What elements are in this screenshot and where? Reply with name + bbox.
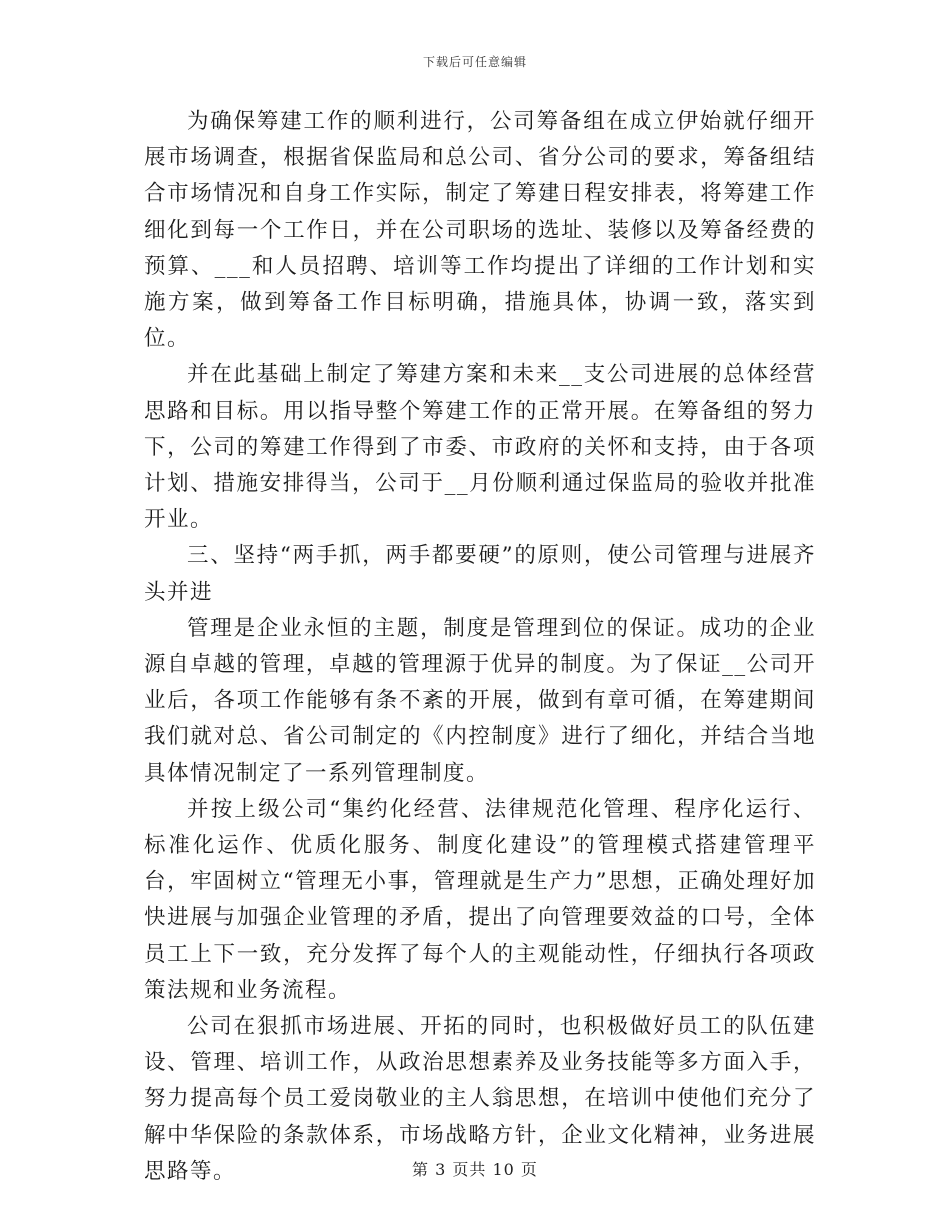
paragraph-preparation-plan: 为确保筹建工作的顺利进行，公司筹备组在成立伊始就仔细开展市场调查，根据省保监局和总公司、省分公司的要求，筹备组结合市场情况和自身工作实际，制定了筹建日程安排表，将筹建工作细化到每一个工作日，并在公司职场的选址、装修以及筹备经费的预算、___和人员招聘、培训等工作均提出了详细的工作计划和实施方案，做到筹备工作目标明确，措施具体，协调一致，落实到位。: [144, 109, 816, 352]
paragraph-management-model: 并按上级公司“集约化经营、法律规范化管理、程序化运行、标准化运作、优质化服务、制度化建设”的管理模式搭建管理平台，牢固树立“管理无小事，管理就是生产力”思想，正确处理好加快进展与加强企业管理的矛盾，提出了向管理要效益的口号，全体员工上下一致，充分发挥了每个人的主观能动性，仔细执行各项政策法规和业务流程。: [144, 796, 816, 1003]
paragraph-management-system: 管理是企业永恒的主题，制度是管理到位的保证。成功的企业源自卓越的管理，卓越的管理源于优异的制度。为了保证__公司开业后，各项工作能够有条不紊的开展，做到有章可循，在筹建期间我们就对总、省公司制定的《内控制度》进行了细化，并结合当地具体情况制定了一系列管理制度。: [144, 615, 816, 786]
page-header-note: 下载后可任意编辑: [422, 55, 527, 69]
document-body: [144, 104, 816, 1190]
paragraph-staff-training: 公司在狠抓市场进展、开拓的同时，也积极做好员工的队伍建设、管理、培训工作，从政治思想素养及业务技能等多方面入手，努力提高每个员工爱岗敬业的主人翁思想，在培训中使他们充分了解中华保险的条款体系，市场战略方针，企业文化精神，业务进展思路等。: [144, 1014, 816, 1184]
paragraph-development-goals: 并在此基础上制定了筹建方案和未来__支公司进展的总体经营思路和目标。用以指导整个筹建工作的正常开展。在筹备组的努力下，公司的筹建工作得到了市委、市政府的关怀和支持，由于各项计划、措施安排得当，公司于__月份顺利通过保监局的验收并批准开业。: [144, 362, 816, 533]
page-number-footer: 第 3 页共 10 页: [412, 1160, 538, 1179]
section-heading-three: 三、坚持“两手抓，两手都要硬”的原则，使公司管理与进展齐头并进: [144, 543, 816, 605]
